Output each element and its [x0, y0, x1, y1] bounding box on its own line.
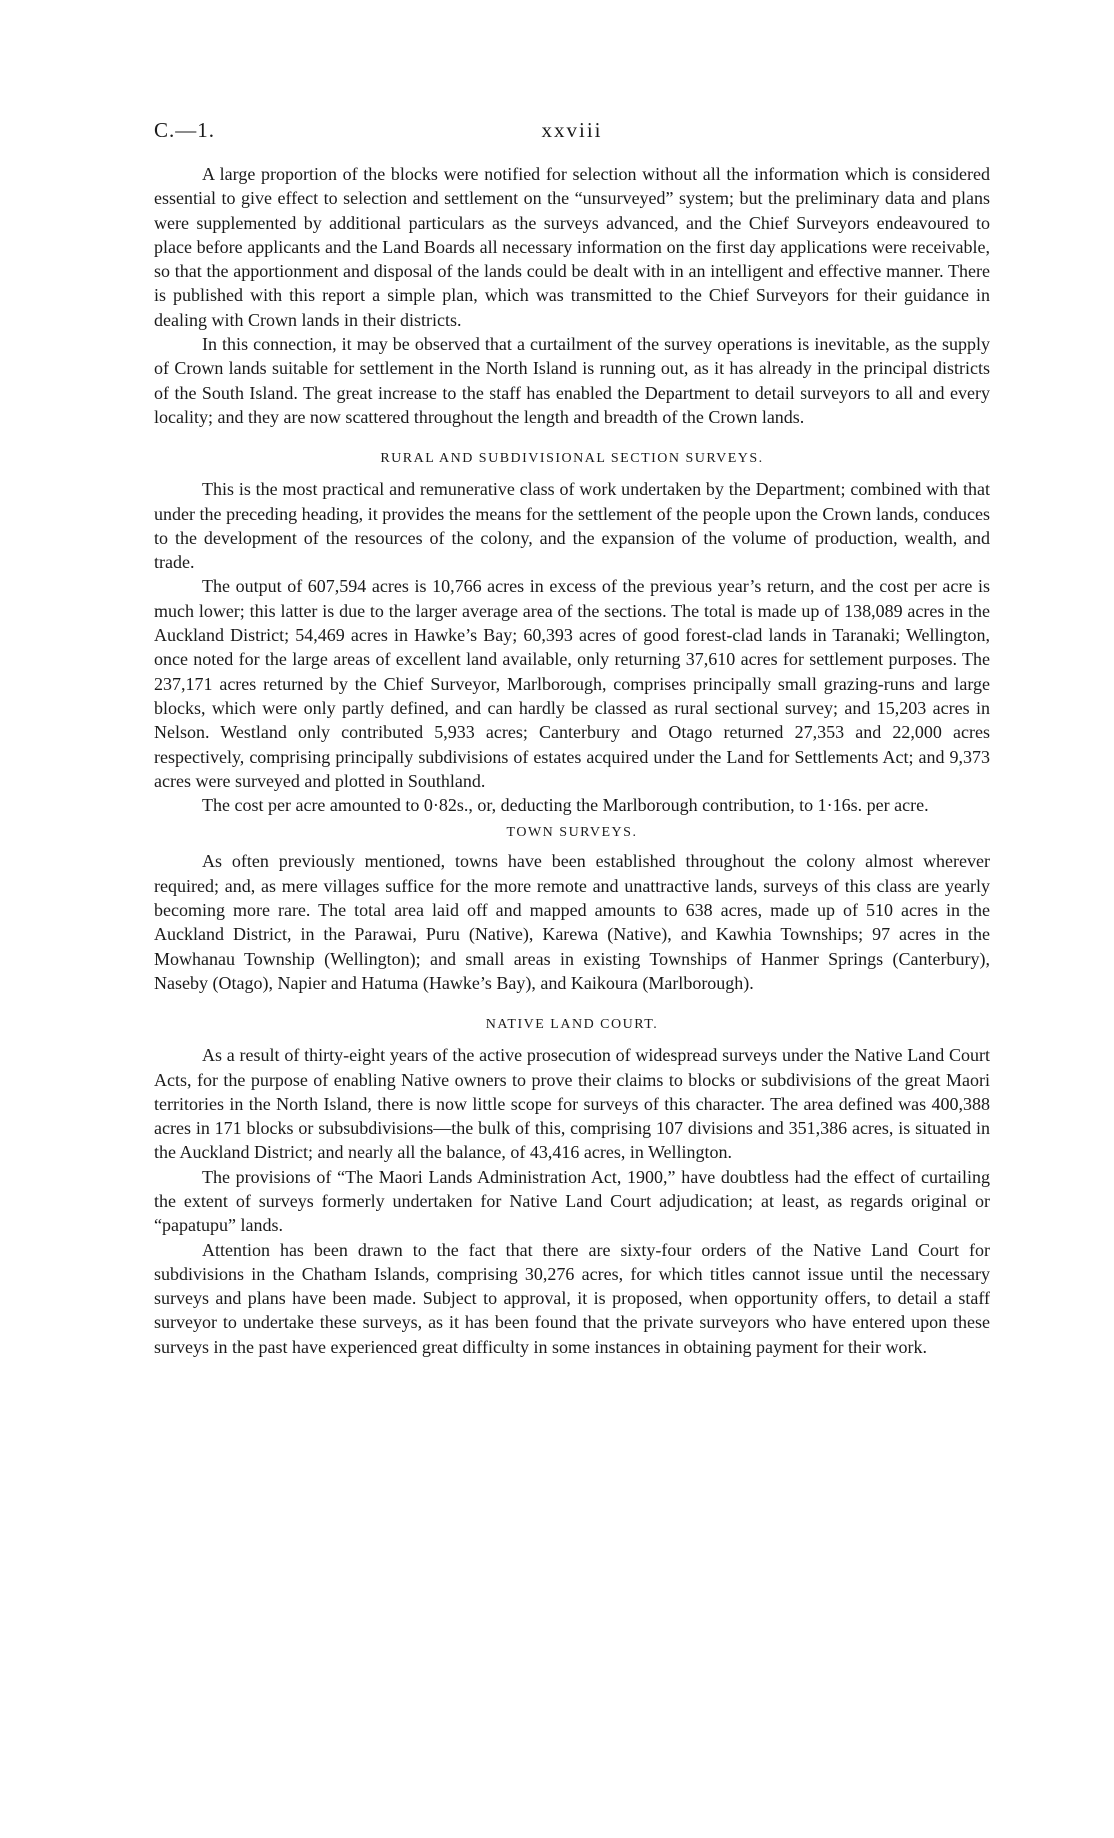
paragraph: Attention has been drawn to the fact that there are sixty-four orders of the Native Land Court for subdivisions in the Chatham Islands, comprising 30,276 acres, for which titles cannot issue until the necessary surveys and plans have been made. Subject to approval, it is proposed, when opportunity offers, to detail a staff surveyor to undertake these surveys, as it has been found that the private surveyors who have entered upon these surveys in the past have experienced great difficulty in some instances in obtaining payment for their work. [154, 1239, 990, 1357]
document-page [154, 118, 990, 1359]
paragraph: This is the most practical and remunerative class of work undertaken by the Department; combined with that under the preceding heading, it provides the means for the settlement of the people upon the Crown lands, conduces to the development of the resources of the colony, and the expansion of the volume of production, wealth, and trade. [154, 479, 990, 573]
paragraph: A large proportion of the blocks were notified for selection without all the information which is considered essential to give effect to selection and settlement on the “unsurveyed” system; but the preliminary data and plans were supplemented by additional particulars as the surveys advanced, and the Chief Surveyors endeavoured to place before applicants and the Land Boards all necessary information on the first day applications were receivable, so that the apportionment and disposal of the lands could be dealt with in an intelligent and effective manner. There is published with this report a simple plan, which was transmitted to the Chief Surveyors for their guidance in dealing with Crown lands in their districts. [154, 164, 990, 330]
paragraph: The provisions of “The Maori Lands Administration Act, 1900,” have doubtless had the effect of curtailing the extent of surveys formerly undertaken for Native Land Court adjudication; at least, as regards original or “papatupu” lands. [154, 1166, 990, 1236]
document-reference: C.—1. [154, 118, 216, 142]
page-number: xxviii [541, 118, 603, 142]
paragraph: As a result of thirty-eight years of the active prosecution of widespread surveys under the Native Land Court Acts, for the purpose of enabling Native owners to prove their claims to blocks or subdivisions of the great Maori territories in the North Island, there is now little scope for surveys of this character. The area defined was 400,388 acres in 171 blocks or subsubdivisions—the bulk of this, comprising 107 divisions and 351,386 acres, is situated in the Auckland District; and nearly all the balance, of 43,416 acres, in Wellington. [154, 1045, 990, 1163]
section-heading-town-surveys: TOWN SURVEYS. [506, 825, 638, 841]
intro-section [154, 162, 990, 429]
rural-surveys-section [154, 449, 990, 817]
paragraph: As often previously mentioned, towns have been established throughout the colony almost wherever required; and, as mere villages suffice for the more remote and unattractive lands, surveys of this class are yearly becoming more rare. The total area laid off and mapped amounts to 638 acres, made up of 510 acres in the Auckland District, in the Parawai, Puru (Native), Karewa (Native), and Kawhia Townships; 97 acres in the Mowhanau Township (Wellington); and small areas in existing Townships of Hanmer Springs (Canterbury), Naseby (Otago), Napier and Hatuma (Hawke’s Bay), and Kaikoura (Marlborough). [154, 851, 990, 993]
town-surveys-section [154, 823, 990, 995]
paragraph: The output of 607,594 acres is 10,766 acres in excess of the previous year’s return, and the cost per acre is much lower; this latter is due to the larger average area of the sections. The total is made up of 138,089 acres in the Auckland District; 54,469 acres in Hawke’s Bay; 60,393 acres of good forest-clad lands in Taranaki; Wellington, once noted for the large areas of excellent land available, only returning 37,610 acres for settlement purposes. The 237,171 acres returned by the Chief Surveyor, Marlborough, comprises principally small grazing-runs and large blocks, which were only partly defined, and can hardly be classed as rural sectional survey; and 15,203 acres in Nelson. Westland only contributed 5,933 acres; Canterbury and Otago returned 27,353 and 22,000 acres respectively, comprising principally subdivisions of estates acquired under the Land for Settlements Act; and 9,373 acres were surveyed and plotted in Southland. [154, 576, 990, 791]
running-head [154, 118, 990, 148]
section-heading-native-land-court: NATIVE LAND COURT. [485, 1017, 659, 1033]
native-land-court-section [154, 1015, 990, 1359]
section-heading-rural-surveys: RURAL AND SUBDIVISIONAL SECTION SURVEYS. [380, 451, 764, 467]
paragraph: The cost per acre amounted to 0·82s., or, deducting the Marlborough contribution, to 1·16s. per acre. [202, 795, 929, 816]
paragraph: In this connection, it may be observed that a curtailment of the survey operations is inevitable, as the supply of Crown lands suitable for settlement in the North Island is running out, as it has already in the principal districts of the South Island. The great increase to the staff has enabled the Department to detail surveyors to all and every locality; and they are now scattered throughout the length and breadth of the Crown lands. [154, 334, 990, 427]
